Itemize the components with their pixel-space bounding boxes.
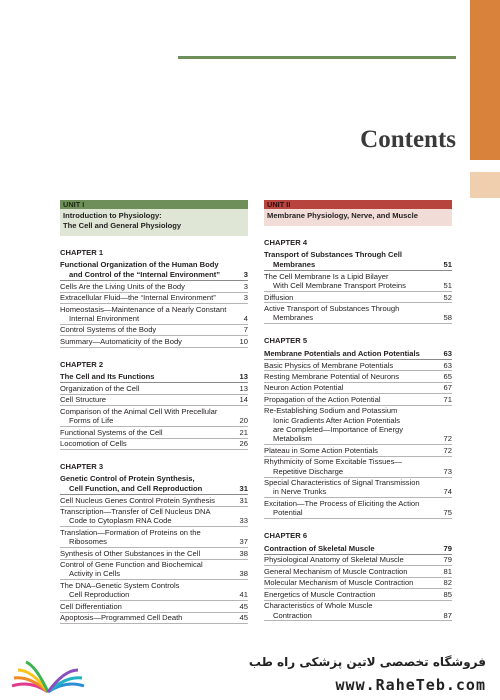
toc-entry-title xyxy=(60,337,234,346)
toc-entry xyxy=(264,292,452,303)
chapter-title xyxy=(60,260,248,281)
side-tab-light xyxy=(470,172,500,198)
toc-entry xyxy=(264,578,452,589)
top-rule xyxy=(178,56,456,59)
toc-entry-title xyxy=(264,293,438,302)
toc-entry xyxy=(60,495,248,506)
toc-entry-page: 7 xyxy=(243,325,248,335)
toc-entry-line: Apoptosis—Programmed Cell Death xyxy=(60,613,183,623)
toc-entry-line: Activity in Cells xyxy=(69,569,121,579)
unit-title xyxy=(60,209,248,236)
toc-entry-title xyxy=(264,372,438,381)
toc-entry xyxy=(60,613,248,624)
chapter-page: 31 xyxy=(239,483,248,493)
toc-entry-line: The Cell Membrane Is a Lipid Bilayer xyxy=(264,271,389,281)
toc-entry-title xyxy=(60,581,234,600)
toc-entry xyxy=(264,360,452,371)
toc-entry xyxy=(264,371,452,382)
unit-title-line: Membrane Physiology, Nerve, and Muscle xyxy=(267,211,418,220)
toc-entry-page: 31 xyxy=(239,495,248,505)
toc-entry xyxy=(264,457,452,478)
toc-entry-title xyxy=(264,406,438,444)
toc-entry-page: 37 xyxy=(239,537,248,547)
unit-column-2 xyxy=(264,200,452,621)
toc-entry-line: Cell Nucleus Genes Control Protein Synthesis xyxy=(60,495,215,505)
unit-column-1 xyxy=(60,200,248,624)
toc-entry-line: Special Characteristics of Signal Transmission xyxy=(264,478,420,488)
toc-entry xyxy=(60,527,248,548)
unit-title-line: The Cell and General Physiology xyxy=(63,221,182,230)
chapter-title-line: Membrane Potentials and Action Potentials xyxy=(264,348,420,358)
chapter-block xyxy=(60,360,248,450)
toc-entry-page: 67 xyxy=(443,383,452,393)
toc-entry-line: Active Transport of Substances Through xyxy=(264,303,400,313)
toc-entry-line: Summary—Automaticity of the Body xyxy=(60,336,182,346)
toc-entry xyxy=(60,336,248,347)
toc-entry-title xyxy=(60,293,234,302)
toc-entry-page: 72 xyxy=(443,434,452,444)
toc-entry-line: Ionic Gradients After Action Potentials xyxy=(273,415,401,425)
toc-entry-line: Characteristics of Whole Muscle xyxy=(264,601,373,611)
toc-entry-page: 52 xyxy=(443,292,452,302)
toc-entry-page: 20 xyxy=(239,416,248,426)
toc-entry-line: Forms of Life xyxy=(69,416,114,426)
chapter-label: CHAPTER 4 xyxy=(264,238,308,247)
toc-entry-line: Locomotion of Cells xyxy=(60,439,127,448)
watermark-text-fa: فروشگاه تخصصی لاتین پزشکی راه طب xyxy=(248,655,486,669)
toc-entry xyxy=(264,566,452,577)
chapter-block xyxy=(264,531,452,621)
chapter-title xyxy=(264,349,452,360)
toc-entry-line: Transcription—Transfer of Cell Nucleus DNA xyxy=(60,507,211,517)
toc-entry-page: 71 xyxy=(443,394,452,404)
chapter-title xyxy=(264,250,452,271)
chapter-title-line: Contraction of Skeletal Muscle xyxy=(264,543,375,553)
toc-entry-page: 38 xyxy=(239,569,248,579)
toc-entry xyxy=(60,601,248,612)
toc-entry-line: Basic Physics of Membrane Potentials xyxy=(264,360,394,370)
toc-entry-page: 3 xyxy=(243,293,248,303)
toc-entry-page: 26 xyxy=(239,439,248,448)
chapter-page: 63 xyxy=(443,348,452,358)
toc-entry-line: Control of Gene Function and Biochemical xyxy=(60,560,203,570)
toc-entry xyxy=(60,304,248,325)
toc-entry-title xyxy=(60,528,234,547)
chapter-block xyxy=(60,462,248,624)
toc-entry-line: Cells Are the Living Units of the Body xyxy=(60,281,185,291)
chapter-title-line: Genetic Control of Protein Synthesis, xyxy=(60,474,195,484)
chapter-title-line: and Control of the “Internal Environment” xyxy=(69,269,221,279)
toc-entry-title xyxy=(60,395,234,404)
chapter-block xyxy=(264,336,452,519)
unit-label: UNIT II xyxy=(264,200,452,209)
chapter-title-line: Functional Organization of the Human Body xyxy=(60,260,219,270)
toc-entry-page: 3 xyxy=(243,281,248,291)
toc-entry xyxy=(60,507,248,528)
toc-entry-page: 33 xyxy=(239,516,248,526)
toc-entry xyxy=(60,395,248,406)
chapter-title-text xyxy=(264,544,438,553)
toc-entry xyxy=(264,383,452,394)
toc-entry-line: Cell Structure xyxy=(60,395,107,405)
toc-entry-line: Excitation—The Process of Eliciting the Action xyxy=(264,498,420,508)
toc-entry-title xyxy=(60,407,234,426)
toc-entry-title xyxy=(264,395,438,404)
chapter-title-text xyxy=(264,349,438,358)
toc-entry-page: 79 xyxy=(443,555,452,565)
toc-entry-page: 87 xyxy=(443,610,452,620)
toc-entry-line: Extracellular Fluid—the “Internal Environment” xyxy=(60,293,216,303)
toc-entry-page: 14 xyxy=(239,395,248,405)
chapter-title-text xyxy=(264,250,438,269)
toc-entry xyxy=(60,325,248,336)
toc-entry-line: Neuron Action Potential xyxy=(264,383,344,393)
book-logo-icon xyxy=(8,656,88,696)
toc-entry-page: 75 xyxy=(443,508,452,518)
toc-entry-title xyxy=(60,439,234,448)
chapter-label: CHAPTER 5 xyxy=(264,336,308,346)
unit-title xyxy=(264,209,452,226)
chapter-title-line: The Cell and Its Functions xyxy=(60,372,155,382)
chapter-label: CHAPTER 6 xyxy=(264,531,308,541)
toc-entry-page: 82 xyxy=(443,578,452,588)
toc-entry-title xyxy=(264,601,438,620)
chapter-title-text xyxy=(60,260,234,279)
toc-entry-page: 85 xyxy=(443,589,452,599)
chapter-block xyxy=(60,248,248,348)
chapter-page: 51 xyxy=(443,259,452,269)
toc-entry-page: 58 xyxy=(443,313,452,323)
toc-entry xyxy=(60,439,248,450)
toc-entry-page: 38 xyxy=(239,548,248,558)
toc-entry-page: 41 xyxy=(239,590,248,600)
toc-entry-line: Re-Establishing Sodium and Potassium xyxy=(264,406,398,416)
toc-entry-line: Diffusion xyxy=(264,292,294,302)
toc-entry-title xyxy=(60,549,234,558)
toc-entry xyxy=(264,303,452,324)
toc-entry xyxy=(60,548,248,559)
toc-entry xyxy=(60,427,248,438)
toc-entry xyxy=(60,281,248,292)
toc-entry-page: 73 xyxy=(443,466,452,476)
toc-entry-line: Synthesis of Other Substances in the Cell xyxy=(60,548,201,558)
side-tab xyxy=(470,0,500,160)
chapter-title xyxy=(264,544,452,555)
toc-entry-title xyxy=(264,555,438,564)
toc-entry-line: Cell Reproduction xyxy=(69,590,130,600)
toc-entry-title xyxy=(60,428,234,437)
toc-entry-title xyxy=(264,478,438,497)
chapter-label: CHAPTER 1 xyxy=(60,248,104,257)
toc-entry-line: General Mechanism of Muscle Contraction xyxy=(264,566,408,576)
toc-entry xyxy=(60,580,248,601)
toc-entry-title xyxy=(60,325,234,334)
toc-entry xyxy=(60,560,248,581)
toc-entry-title xyxy=(264,499,438,518)
chapter-title-line: Cell Function, and Cell Reproduction xyxy=(69,483,203,493)
toc-entry-page: 45 xyxy=(239,601,248,611)
toc-entry-line: With Cell Membrane Transport Proteins xyxy=(273,281,406,291)
toc-entry-title xyxy=(264,590,438,599)
chapter-title-line: Membranes xyxy=(273,259,316,269)
unit-label: UNIT I xyxy=(60,200,248,209)
toc-entry-line: Molecular Mechanism of Muscle Contraction xyxy=(264,578,414,588)
toc-entry xyxy=(264,445,452,456)
toc-entry-line: Code to Cytoplasm RNA Code xyxy=(69,516,172,526)
toc-entry-title xyxy=(60,282,234,291)
page-title: Contents xyxy=(360,126,456,153)
chapter-page: 3 xyxy=(243,269,248,279)
toc-entry-line: Contraction xyxy=(273,610,312,620)
toc-entry-title xyxy=(60,613,234,622)
toc-entry-line: Control Systems of the Body xyxy=(60,325,157,335)
toc-entry-page: 21 xyxy=(239,427,248,437)
toc-entry-line: Homeostasis—Maintenance of a Nearly Constant xyxy=(60,304,227,314)
toc-entry-page: 13 xyxy=(239,383,248,393)
toc-entry-page: 63 xyxy=(443,360,452,370)
chapter-page: 79 xyxy=(443,543,452,553)
toc-entry-line: Resting Membrane Potential of Neurons xyxy=(264,371,400,381)
toc-entry-title xyxy=(60,305,234,324)
toc-entry xyxy=(60,293,248,304)
chapter-title xyxy=(60,474,248,495)
toc-entry-page: 72 xyxy=(443,445,452,455)
toc-entry-page: 45 xyxy=(239,613,248,623)
toc-entry-page: 81 xyxy=(443,566,452,576)
chapter-title-line: Transport of Substances Through Cell xyxy=(264,250,402,260)
toc-entry xyxy=(264,406,452,446)
chapter-label: CHAPTER 3 xyxy=(60,461,104,471)
toc-entry xyxy=(264,394,452,405)
chapter-block xyxy=(264,238,452,324)
toc-entry-line: Potential xyxy=(273,508,303,518)
chapter-label: CHAPTER 2 xyxy=(60,359,104,369)
toc-entry-line: in Nerve Trunks xyxy=(273,487,327,497)
toc-entry xyxy=(60,383,248,394)
toc-entry-title xyxy=(264,446,438,455)
toc-entry-line: Propagation of the Action Potential xyxy=(264,394,381,404)
chapter-title-text xyxy=(60,474,234,493)
toc-entry-line: Metabolism xyxy=(273,434,312,444)
toc-entry xyxy=(264,478,452,499)
toc-entry xyxy=(264,589,452,600)
toc-entry-title xyxy=(60,496,234,505)
unit-title-line: Introduction to Physiology: xyxy=(63,211,162,220)
toc-entry-title xyxy=(264,567,438,576)
chapter-title xyxy=(60,372,248,383)
toc-entry-line: Rhythmicity of Some Excitable Tissues— xyxy=(264,457,402,467)
toc-entry-title xyxy=(264,272,438,291)
toc-entry-line: Ribosomes xyxy=(69,537,107,547)
toc-entry-line: Comparison of the Animal Cell With Precellular xyxy=(60,406,218,416)
toc-entry-line: Physiological Anatomy of Skeletal Muscle xyxy=(264,555,404,565)
watermark-url: www.RaheTeb.com xyxy=(335,676,486,694)
toc-entry-title xyxy=(264,361,438,370)
toc-entry-line: Functional Systems of the Cell xyxy=(60,427,163,437)
toc-entry xyxy=(264,601,452,622)
toc-entry-line: Cell Differentiation xyxy=(60,601,122,611)
toc-entry-line: The DNA–Genetic System Controls xyxy=(60,580,180,590)
toc-entry-page: 51 xyxy=(443,281,452,291)
toc-entry xyxy=(264,555,452,566)
toc-entry-line: Organization of the Cell xyxy=(60,383,140,393)
toc-entry-page: 10 xyxy=(239,336,248,346)
toc-entry-title xyxy=(60,560,234,579)
toc-entry-page: 65 xyxy=(443,371,452,381)
toc-entry-page: 74 xyxy=(443,487,452,497)
toc-entry-title xyxy=(60,602,234,611)
toc-entry-title xyxy=(264,383,438,392)
toc-entry xyxy=(60,406,248,427)
chapter-title-text xyxy=(60,372,234,381)
toc-entry-page: 4 xyxy=(243,313,248,323)
toc-entry-title xyxy=(60,384,234,393)
toc-entry-title xyxy=(60,507,234,526)
toc-entry-line: Translation—Formation of Proteins on the xyxy=(60,527,201,537)
toc-entry-line: Plateau in Some Action Potentials xyxy=(264,445,378,455)
toc-entry xyxy=(264,271,452,292)
toc-entry-line: Energetics of Muscle Contraction xyxy=(264,589,376,599)
toc-entry-title xyxy=(264,457,438,476)
toc-entry-line: Repetitive Discharge xyxy=(273,466,344,476)
toc-entry-line: Membranes xyxy=(273,313,314,323)
toc-entry xyxy=(264,498,452,519)
toc-entry-line: are Completed—Importance of Energy xyxy=(273,425,404,434)
chapter-page: 13 xyxy=(239,372,248,382)
toc-entry-title xyxy=(264,304,438,323)
toc-entry-title xyxy=(264,578,438,587)
toc-entry-line: Internal Environment xyxy=(69,313,140,323)
